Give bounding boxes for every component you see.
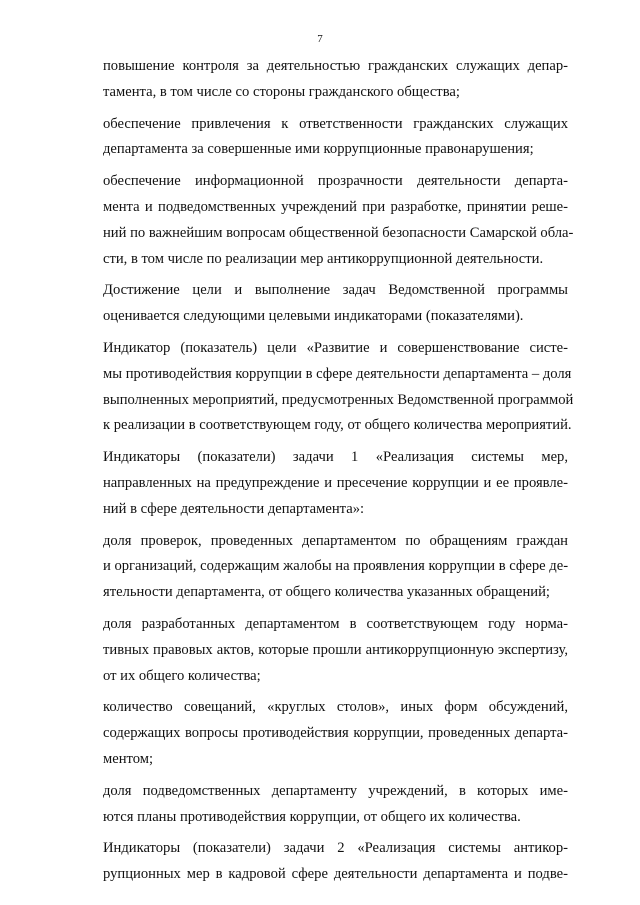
paragraph [72,169,574,272]
text-line: доля проверок, проведенных департаментом по обращениям граждан [103,532,568,549]
paragraph [72,836,568,888]
text-line: обеспечение привлечения к ответственности гражданских служащих [103,115,568,132]
text-line: сти, в том числе по реализации мер антикоррупционной деятельности. [103,250,544,267]
paragraph [72,54,568,106]
text-line: доля подведомственных департаменту учреждений, в которых име- [103,782,568,799]
text-line: ются планы противодействия коррупции, от общего их количества. [103,808,521,825]
text-line: обеспечение информационной прозрачности деятельности департа- [103,173,568,190]
text-line: повышение контроля за деятельностью гражданских служащих депар- [103,58,568,74]
text-line: департамента за совершенные ими коррупционные правонарушения; [103,141,534,158]
paragraph [72,112,568,164]
text-line: ний по важнейшим вопросам общественной безопасности Самарской обла- [103,224,574,241]
paragraph [72,336,574,439]
text-line: направленных на предупреждение и пресечение коррупции и ее проявле- [103,474,568,491]
text-line: ментом; [103,750,154,767]
text-line: Индикаторы (показатели) задачи 1 «Реализация системы мер, [103,449,568,466]
paragraph [72,612,568,689]
text-line: оценивается следующими целевыми индикаторами (показателями). [103,308,524,325]
document-body [72,54,574,888]
text-line: ятельности департамента, от общего количества указанных обращений; [103,584,550,601]
text-line: ний в сфере деятельности департамента»: [103,500,365,517]
paragraph [72,779,568,831]
text-line: выполненных мероприятий, предусмотренных Ведомственной программой [103,391,574,408]
text-line: доля разработанных департаментом в соответствующем году норма- [103,615,568,632]
text-line: Индикатор (показатель) цели «Развитие и совершенствование систе- [103,339,568,356]
page-number: 7 [317,33,323,45]
paragraph [72,278,568,330]
paragraph [72,529,568,606]
text-line: Достижение цели и выполнение задач Ведомственной программы [103,282,568,299]
text-line: Индикаторы (показатели) задачи 2 «Реализация системы антикор- [103,840,568,857]
text-line: содержащих вопросы противодействия коррупции, проведенных департа- [103,725,568,742]
text-line: количество совещаний, «круглых столов», иных форм обсуждений, [103,699,568,716]
paragraph [72,445,568,522]
text-line: к реализации в соответствующем году, от общего количества мероприятий. [103,417,572,434]
text-line: мента и подведомственных учреждений при разработке, принятии реше- [103,198,568,215]
text-line: тамента, в том числе со стороны гражданского общества; [103,83,460,100]
text-line: мы противодействия коррупции в сфере деятельности департамента – доля [103,365,572,382]
text-line: от их общего количества; [103,667,261,684]
text-line: рупционных мер в кадровой сфере деятельности департамента и подве- [103,866,568,883]
text-line: и организаций, содержащим жалобы на проявления коррупции в сфере де- [103,558,569,575]
text-line: тивных правовых актов, которые прошли антикоррупционную экспертизу, [103,641,568,658]
paragraph [72,695,568,772]
